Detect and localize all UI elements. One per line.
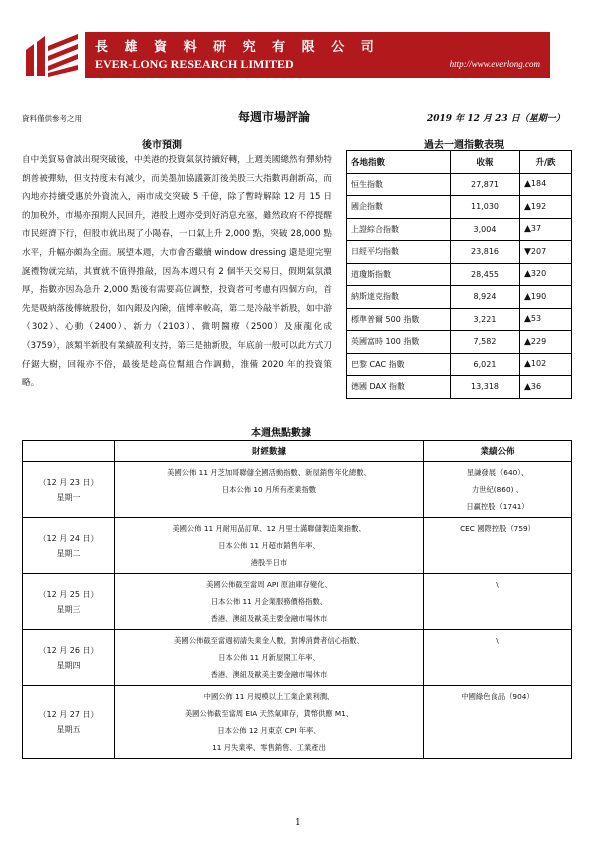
up-arrow-icon: ▲ [524, 224, 531, 235]
header-banner [85, 32, 550, 78]
results-cell [424, 462, 572, 518]
index-change-cell [520, 308, 572, 331]
day-date: （12 月 27 日） [38, 710, 99, 719]
index-name: 日經平均指數 [347, 241, 451, 264]
index-change-cell [520, 376, 572, 399]
col-header-change: 升/跌 [520, 151, 572, 174]
day-cell [23, 518, 115, 574]
econ-cell [115, 518, 424, 574]
company-url[interactable]: http://www.everlong.com [449, 59, 540, 69]
econ-item: 香港、澳紐及歐美主要金融市場休市 [210, 614, 328, 623]
table-header-row [347, 151, 572, 174]
result-item: CEC 國際控股（759） [460, 524, 535, 533]
result-item: 星謙發展（640）、 [466, 468, 529, 477]
table-row [347, 196, 572, 219]
table-row [23, 462, 572, 518]
index-change: 36 [530, 381, 542, 391]
index-name: 國企指數 [347, 196, 451, 219]
econ-item: 香港、澳紐及歐美主要金融市場休市 [210, 670, 328, 679]
index-close: 27,871 [451, 173, 520, 196]
econ-cell [115, 686, 424, 759]
company-name-cn: 長 雄 資 料 研 究 有 限 公 司 [95, 40, 380, 55]
day-cell [23, 462, 115, 518]
day-weekday: 星期四 [56, 660, 81, 670]
index-change: 53 [530, 314, 542, 324]
index-change: 184 [530, 179, 547, 189]
table-row [23, 686, 572, 759]
results-cell [424, 630, 572, 686]
econ-item: 美國公佈截至當周 API 原油庫存變化、 [206, 580, 332, 589]
index-change: 207 [530, 246, 547, 256]
focus-table [22, 440, 572, 759]
table-row [347, 173, 572, 196]
report-date: 2019 年 12 月 23 日（星期一） [427, 114, 565, 124]
table-row [347, 376, 572, 399]
econ-item: 日本公佈 11 月企業服務價格指數、 [210, 597, 328, 606]
table-row [347, 308, 572, 331]
result-item: 日贏控股（1741） [466, 502, 529, 511]
page-number: 1 [295, 818, 301, 828]
econ-item: 日本公佈 11 月超市銷售年率、 [218, 541, 320, 550]
index-change: 229 [530, 336, 547, 346]
result-item: \ [496, 636, 499, 645]
up-arrow-icon: ▲ [524, 269, 531, 280]
index-change: 320 [530, 269, 547, 279]
day-date: （12 月 26 日） [38, 645, 99, 655]
day-cell [23, 686, 115, 759]
col-header-econ: 財經數據 [115, 441, 424, 462]
index-change: 102 [530, 359, 547, 369]
index-change-cell [520, 353, 572, 376]
result-item: 中國綠色食品（904） [461, 692, 534, 701]
focus-heading: 本週焦點數據 [251, 428, 311, 439]
index-change-cell [520, 241, 572, 264]
up-arrow-icon: ▲ [524, 179, 531, 190]
down-arrow-icon: ▼ [524, 246, 531, 257]
index-name: 納斯達克指數 [347, 286, 451, 309]
col-header-results: 業績公佈 [424, 441, 572, 462]
table-row [347, 218, 572, 241]
index-close: 3,221 [451, 308, 520, 331]
index-close: 11,030 [451, 196, 520, 219]
indices-heading: 過去一週指數表現 [424, 140, 504, 151]
econ-item: 中國公佈 11 月規模以上工業企業利潤、 [203, 692, 335, 701]
econ-cell [115, 574, 424, 630]
index-name: 恒生指數 [347, 173, 451, 196]
up-arrow-icon: ▲ [524, 291, 531, 302]
day-cell [23, 630, 115, 686]
col-header-close: 收報 [451, 151, 520, 174]
index-close: 28,455 [451, 263, 520, 286]
results-cell [424, 518, 572, 574]
index-close: 8,924 [451, 286, 520, 309]
day-cell [23, 574, 115, 630]
index-close: 13,318 [451, 376, 520, 399]
day-weekday: 星期五 [56, 725, 81, 734]
results-cell [424, 686, 572, 759]
company-logo [20, 30, 82, 80]
index-change-cell [520, 286, 572, 309]
table-row [347, 353, 572, 376]
index-name: 巴黎 CAC 指數 [347, 353, 451, 376]
up-arrow-icon: ▲ [524, 381, 531, 392]
table-row [347, 263, 572, 286]
col-header-index: 各地指數 [347, 151, 451, 174]
index-name: 標準普爾 500 指數 [347, 308, 451, 331]
econ-cell [115, 462, 424, 518]
index-change-cell [520, 218, 572, 241]
econ-item: 港股半日市 [250, 558, 288, 567]
index-change-cell [520, 173, 572, 196]
company-name-en: EVER-LONG RESEARCH LIMITED [95, 57, 294, 71]
table-row [23, 630, 572, 686]
up-arrow-icon: ▲ [524, 336, 531, 347]
table-row [23, 574, 572, 630]
index-change: 37 [530, 224, 542, 234]
index-close: 23,816 [451, 241, 520, 264]
index-change: 190 [530, 291, 547, 301]
index-close: 3,004 [451, 218, 520, 241]
page-title: 每週市場評論 [238, 110, 311, 124]
results-cell [424, 574, 572, 630]
index-close: 7,582 [451, 331, 520, 354]
up-arrow-icon: ▲ [524, 359, 531, 370]
econ-item: 美國公佈截至當週初請失業金人數，對博消費者信心指數、 [174, 636, 364, 645]
table-row [347, 241, 572, 264]
table-row [23, 518, 572, 574]
result-item: 力世紀(860) 、 [471, 485, 524, 494]
index-name: 道瓊斯指數 [347, 263, 451, 286]
index-change: 192 [530, 201, 547, 211]
econ-item: 美國公佈截至當周 EIA 天然氣庫存，貨幣供應 M1、 [184, 709, 354, 718]
day-weekday: 星期二 [56, 548, 81, 558]
day-date: （12 月 24 日） [38, 533, 99, 543]
up-arrow-icon: ▲ [524, 201, 531, 212]
econ-item: 日本公佈 10 月所有產業指數 [221, 485, 317, 494]
col-header-date [23, 441, 115, 462]
index-change-cell [520, 331, 572, 354]
index-change-cell [520, 196, 572, 219]
day-date: （12 月 23 日） [38, 477, 99, 487]
indices-table [346, 150, 572, 399]
index-name: 英國富時 100 指數 [347, 331, 451, 354]
econ-item: 11 月失業率、零售銷售、工業產出 [212, 743, 326, 752]
day-weekday: 星期一 [56, 492, 81, 502]
result-item: \ [496, 580, 499, 589]
outlook-heading: 後市預測 [142, 140, 182, 151]
index-name: 上證綜合指數 [347, 218, 451, 241]
econ-item: 美國公佈 11 月耐用品訂單、12 月里士滿聯儲製造業指數、 [172, 524, 366, 533]
table-row [347, 331, 572, 354]
day-date: （12 月 25 日） [38, 589, 99, 599]
econ-cell [115, 630, 424, 686]
index-name: 德國 DAX 指數 [347, 376, 451, 399]
econ-item: 日本公佈 12 月東京 CPI 年率、 [217, 726, 321, 735]
up-arrow-icon: ▲ [524, 314, 531, 325]
outlook-text: 自中美貿易會談出現突破後，中美港的投資氣氛持續好轉，上週美國總然有彈劾特朗普被彈劾，但支持度未有減少，而美墨加協議簽訂後美股三大指數再創新高，而內地亦持續受惠於外資流入，兩市成交突破 5 千億，除了暫時解除 12 月 15 日的加稅外，市場亦預期人民回升，港股上週亦受到好消息充塞，雖然政府不停提醒市民經濟下行，但股市就出現了小陽春，一口氣上升 2,000 點，突破 28,000 點水平，升幅亦頗為全面。展望本週，大市會否繼續 window dressing 還是迎完聖誕禮物就完結，其實就不值得推敲，因為本週只有 2 個半天交易日，假期氣氛濃厚，指數亦因為急升 2,000 點後有需要高位調整，投資者可考慮有四個方向，首先是吸納落後傳統股份，如內銀及內險，值博率較高，第二是冷敲半新股，如中游（302）、心動（2400）、新力（2103）、微明醫療（2500）及康龍化成（3759），該類半新股有業績盈利支持，第三是抽新股，年底前一般可以此方式刀仔鋸大樹，回報亦不俗，最後是趁高位幫組合作調動，淮備 2020 年的投資策略。 [22, 155, 332, 389]
table-row [347, 286, 572, 309]
index-close: 6,021 [451, 353, 520, 376]
day-weekday: 星期三 [56, 604, 81, 614]
disclaimer: 資料僅供參考之用 [22, 114, 82, 123]
econ-item: 日本公佈 11 月新屋開工年率、 [218, 653, 320, 662]
econ-item: 美國公佈 11 月芝加哥聯儲全國活動指數、新屋銷售年化總數、 [167, 468, 371, 477]
index-change-cell [520, 263, 572, 286]
table-header-row [23, 441, 572, 462]
